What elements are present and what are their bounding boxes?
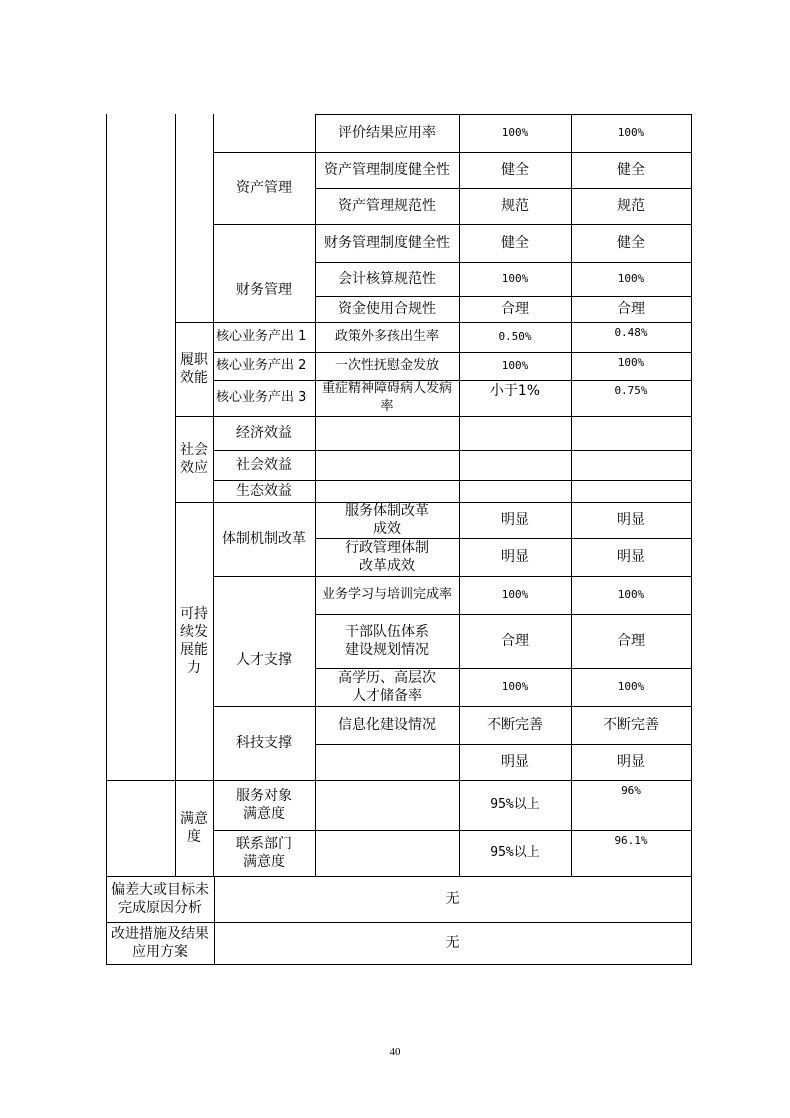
row-20-std <box>315 830 459 876</box>
table-rule <box>213 224 692 225</box>
row-19-target: 95%以上 <box>490 797 540 812</box>
group-asset-management: 资产管理 <box>236 180 292 196</box>
row-17-std: 信息化建设情况 <box>338 717 436 733</box>
row-19-std <box>315 780 459 830</box>
row-16-actual: 100% <box>617 680 645 693</box>
row-6-std: 政策外多孩出生率 <box>334 329 439 344</box>
row-1-actual: 健全 <box>617 162 645 178</box>
improvement-label: 改进措施及结果 应用方案 <box>111 926 209 960</box>
table-rule <box>213 480 692 481</box>
row-8-std: 重症精神障碍病人发病 率 <box>321 381 452 414</box>
improvement-value: 无 <box>445 935 460 951</box>
table-rule <box>315 188 692 189</box>
row-3-target: 健全 <box>501 235 529 251</box>
row-16-name <box>213 668 315 706</box>
row-8-target: 小于1% <box>489 383 541 399</box>
row-1-target: 健全 <box>501 162 529 178</box>
table-rule <box>213 114 214 877</box>
table-rule <box>213 152 692 153</box>
table-rule <box>213 576 692 577</box>
row-11-target <box>459 480 571 502</box>
row-1-name <box>213 152 315 188</box>
row-19-actual: 96% <box>621 784 641 797</box>
row-5-std: 资金使用合规性 <box>338 301 436 317</box>
row-15-std: 干部队伍体系 建设规划情况 <box>345 624 429 658</box>
row-9-target <box>459 416 571 450</box>
row-20-target: 95%以上 <box>490 845 540 860</box>
table-rule <box>459 114 460 877</box>
row-9-actual <box>571 416 691 450</box>
group-finance-management: 财务管理 <box>236 282 292 298</box>
table-rule <box>315 538 692 539</box>
row-10-name: 社会效益 <box>236 457 292 473</box>
row-12-name <box>213 502 315 538</box>
row-6-actual: 0.48% <box>614 326 648 339</box>
row-17-target: 不断完善 <box>487 717 543 733</box>
row-4-std: 会计核算规范性 <box>338 271 436 287</box>
table-rule <box>175 322 692 323</box>
row-20-name: 联系部门 满意度 <box>236 836 292 870</box>
row-17-actual: 不断完善 <box>603 717 659 733</box>
row-6-target: 0.50% <box>498 330 532 343</box>
row-16-target: 100% <box>501 680 529 693</box>
row-11-name: 生态效益 <box>236 483 292 499</box>
row-13-actual: 明显 <box>617 549 645 565</box>
row-20-actual: 96.1% <box>614 834 648 847</box>
group-tech: 科技支撑 <box>236 735 292 751</box>
table-rule <box>315 614 692 615</box>
table-rule <box>106 964 692 965</box>
row-10-target <box>459 450 571 480</box>
row-3-std: 财务管理制度健全性 <box>324 235 450 251</box>
table-rule <box>106 876 692 877</box>
row-14-name <box>213 576 315 614</box>
row-12-target: 明显 <box>501 512 529 528</box>
row-14-target: 100% <box>501 588 529 601</box>
row-7-actual: 100% <box>617 356 645 369</box>
table-rule <box>175 502 692 503</box>
group-sustainability: 可持 续发 展能 力 <box>180 606 208 676</box>
row-5-actual: 合理 <box>617 301 645 317</box>
table-rule <box>691 114 692 965</box>
table-rule <box>315 744 692 745</box>
row-5-target: 合理 <box>501 301 529 317</box>
row-18-std <box>315 744 459 780</box>
row-0-target: 100% <box>501 126 529 139</box>
row-13-std: 行政管理体制 改革成效 <box>345 540 429 574</box>
table-rule <box>315 668 692 669</box>
row-8-actual: 0.75% <box>614 384 648 397</box>
row-18-target: 明显 <box>501 754 529 770</box>
row-18-actual: 明显 <box>617 754 645 770</box>
table-rule <box>213 352 692 353</box>
row-11-actual <box>571 480 691 502</box>
page-number: 40 <box>389 1046 401 1058</box>
table-rule <box>106 780 692 781</box>
row-3-name <box>213 224 315 262</box>
row-12-std: 服务体制改革 成效 <box>345 503 429 537</box>
group-talent: 人才支撑 <box>236 652 292 668</box>
table-rule <box>175 416 692 417</box>
row-15-target: 合理 <box>501 633 529 649</box>
row-7-target: 100% <box>501 359 529 372</box>
table-rule <box>315 114 692 115</box>
row-10-actual <box>571 450 691 480</box>
row-15-name <box>213 614 315 668</box>
row-4-target: 100% <box>501 272 529 285</box>
row-1-std: 资产管理制度健全性 <box>324 162 450 178</box>
row-19-name: 服务对象 满意度 <box>236 788 292 822</box>
row-11-std <box>315 480 459 502</box>
row-17-name <box>213 706 315 744</box>
group-satisfaction: 满意 度 <box>180 811 208 845</box>
table-rule <box>106 114 107 965</box>
row-5-name <box>213 296 315 322</box>
row-8-name: 核心业务产出 3 <box>216 390 307 405</box>
table-rule <box>175 114 176 877</box>
table-rule <box>213 706 692 707</box>
row-2-std: 资产管理规范性 <box>338 198 436 214</box>
table-rule <box>213 380 692 381</box>
row-2-actual: 规范 <box>617 198 645 214</box>
deviation-label: 偏差大或目标未 完成原因分析 <box>111 882 209 916</box>
table-rule <box>106 922 692 923</box>
row-10-std <box>315 450 459 480</box>
row-13-target: 明显 <box>501 549 529 565</box>
row-3-actual: 健全 <box>617 235 645 251</box>
row-15-actual: 合理 <box>617 633 645 649</box>
table-rule <box>571 114 572 877</box>
group-reform: 体制机制改革 <box>222 531 306 547</box>
row-12-actual: 明显 <box>617 512 645 528</box>
row-4-name <box>213 262 315 296</box>
row-0-actual: 100% <box>617 126 645 139</box>
table-rule <box>315 296 692 297</box>
group-social-effect: 社会 效应 <box>180 442 208 476</box>
row-2-name <box>213 188 315 224</box>
row-2-target: 规范 <box>501 198 529 214</box>
row-6-name: 核心业务产出 1 <box>216 329 307 344</box>
row-9-std <box>315 416 459 450</box>
table-rule <box>214 876 215 965</box>
deviation-value: 无 <box>445 891 460 907</box>
row-14-std: 业务学习与培训完成率 <box>321 587 452 602</box>
table-rule <box>315 114 316 877</box>
row-9-name: 经济效益 <box>236 425 292 441</box>
row-14-actual: 100% <box>617 588 645 601</box>
row-7-std: 一次性抚慰金发放 <box>334 358 439 373</box>
row-18-name <box>213 744 315 780</box>
row-4-actual: 100% <box>617 272 645 285</box>
row-13-name <box>213 538 315 576</box>
table-rule <box>315 262 692 263</box>
row-7-name: 核心业务产出 2 <box>216 358 307 373</box>
row-0-name <box>213 114 315 152</box>
table-rule <box>213 450 692 451</box>
row-16-std: 高学历、高层次 人才储备率 <box>338 670 436 704</box>
table-rule <box>213 830 692 831</box>
group-duty-efficiency: 履职 效能 <box>180 352 208 386</box>
row-0-std: 评价结果应用率 <box>338 125 436 141</box>
